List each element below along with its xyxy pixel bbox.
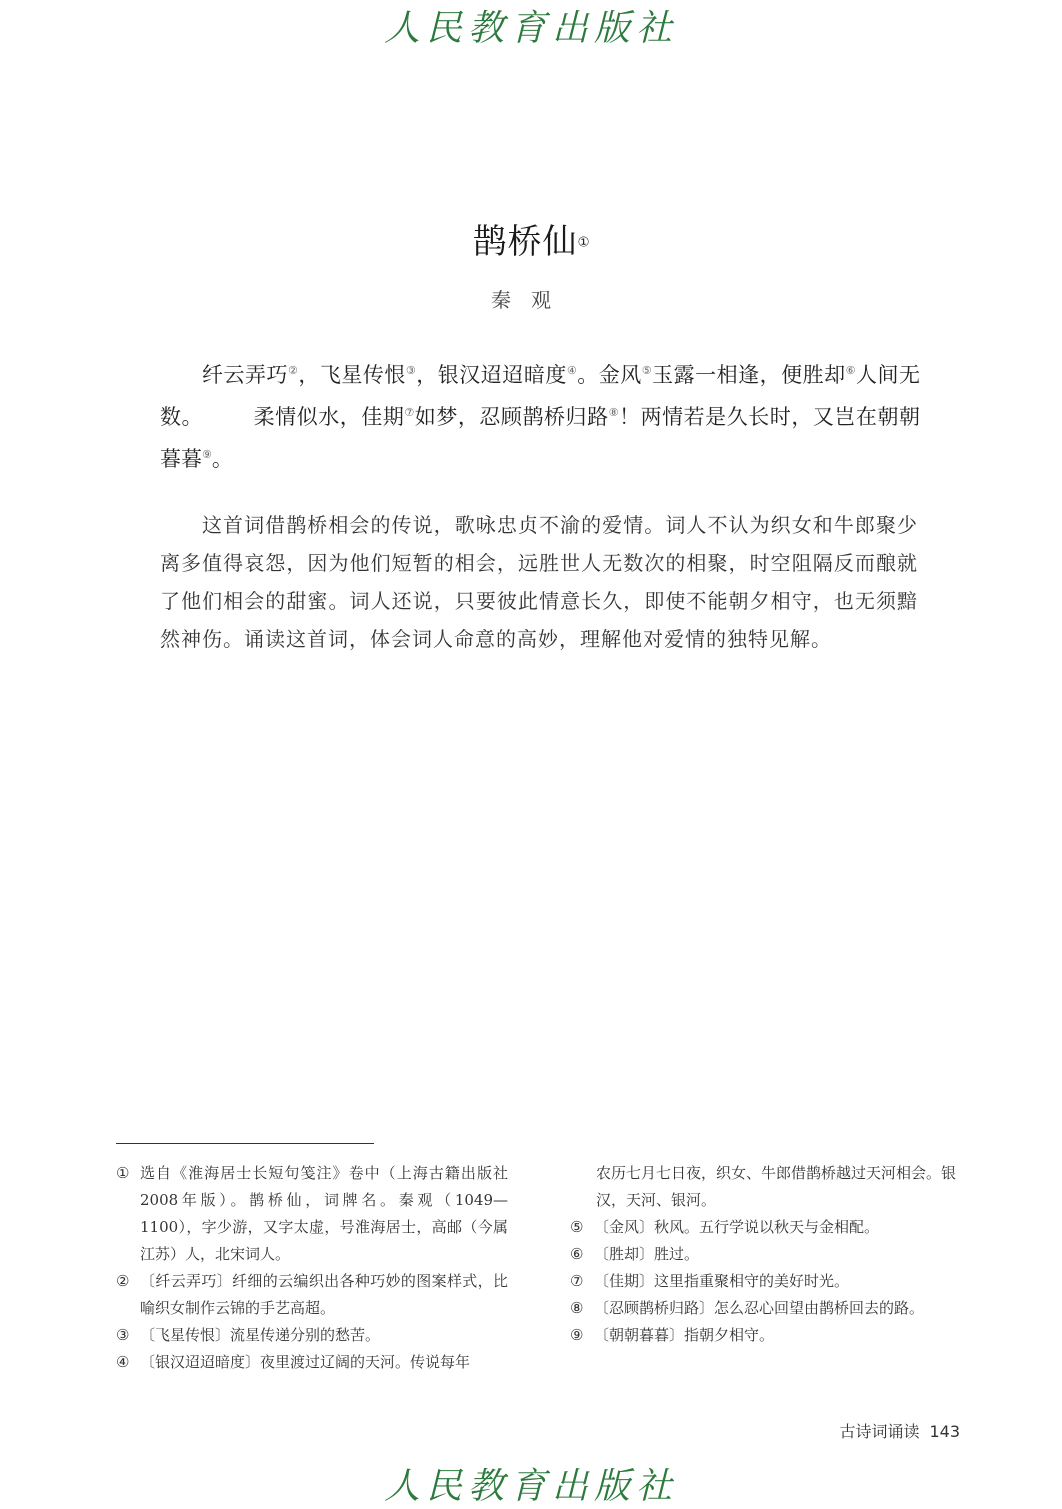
book-section-name: 古诗词诵读 xyxy=(839,1422,920,1441)
publisher-logo-top: 人民教育出版社 xyxy=(383,8,678,49)
footnote-1: ① 选自《淮海居士长短句笺注》卷中（上海古籍出版社2008年版）。鹊桥仙，词牌名。秦观（1049—1100），字少游，又字太虚，号淮海居士，高邮（今属江苏）人，北宋词人。 xyxy=(116,1164,508,1263)
footnote-4: ④ 〔银汉迢迢暗度〕夜里渡过辽阔的天河。传说每年 xyxy=(116,1353,471,1371)
footnote-5: ⑤ 〔金风〕秋风。五行学说以秋天与金相配。 xyxy=(570,1218,880,1236)
intro-paragraph: 这首词借鹊桥相会的传说，歌咏忠贞不渝的爱情。词人不认为织女和牛郎聚少离多值得哀怨，因为他们短暂的相会，远胜世人无数次的相聚，时空阻隔反而酿就了他们相会的甜蜜。词人还说，只要彼此情意长久，即使不能朝夕相守，也无须黯然神伤。诵读这首词，体会词人命意的高妙，理解他对爱情的独特见解。 xyxy=(160,513,918,651)
publisher-logo-bottom: 人民教育出版社 xyxy=(383,1466,678,1507)
footnote-2: ② 〔纤云弄巧〕纤细的云编织出各种巧妙的图案样式，比喻织女制作云锦的手艺高超。 xyxy=(116,1272,508,1317)
title-note-mark: ① xyxy=(577,235,590,251)
footnote-6: ⑥ 〔胜却〕胜过。 xyxy=(570,1245,700,1263)
footnote-9: ⑨ 〔朝朝暮暮〕指朝夕相守。 xyxy=(570,1326,775,1344)
footnote-8: ⑧ 〔忍顾鹊桥归路〕怎么忍心回望由鹊桥回去的路。 xyxy=(570,1299,925,1317)
footnotes-left xyxy=(116,1160,508,1376)
page-title: 鹊桥仙 xyxy=(472,222,578,262)
footnote-3: ③ 〔飞星传恨〕流星传递分别的愁苦。 xyxy=(116,1326,381,1344)
title-block xyxy=(0,214,1062,263)
footnote-4-continued: 农历七月七日夜，织女、牛郎借鹊桥越过天河相会。银汉，天河、银河。 xyxy=(596,1164,957,1209)
poem-text: 纤云弄巧②，飞星传恨③，银汉迢迢暗度④。金风⑤玉露一相逢，便胜却⑥人间无数。 柔情似水，佳期⑦如梦，忍顾鹊桥归路⑧！两情若是久长时，又岂在朝朝暮暮⑨。 xyxy=(160,363,921,471)
footnote-7: ⑦ 〔佳期〕这里指重聚相守的美好时光。 xyxy=(570,1272,850,1290)
page-footer xyxy=(839,1419,960,1442)
author: 秦观 xyxy=(491,288,571,312)
footnotes-right xyxy=(570,1160,962,1349)
footnote-divider xyxy=(116,1143,374,1144)
page-number: 143 xyxy=(929,1422,960,1441)
